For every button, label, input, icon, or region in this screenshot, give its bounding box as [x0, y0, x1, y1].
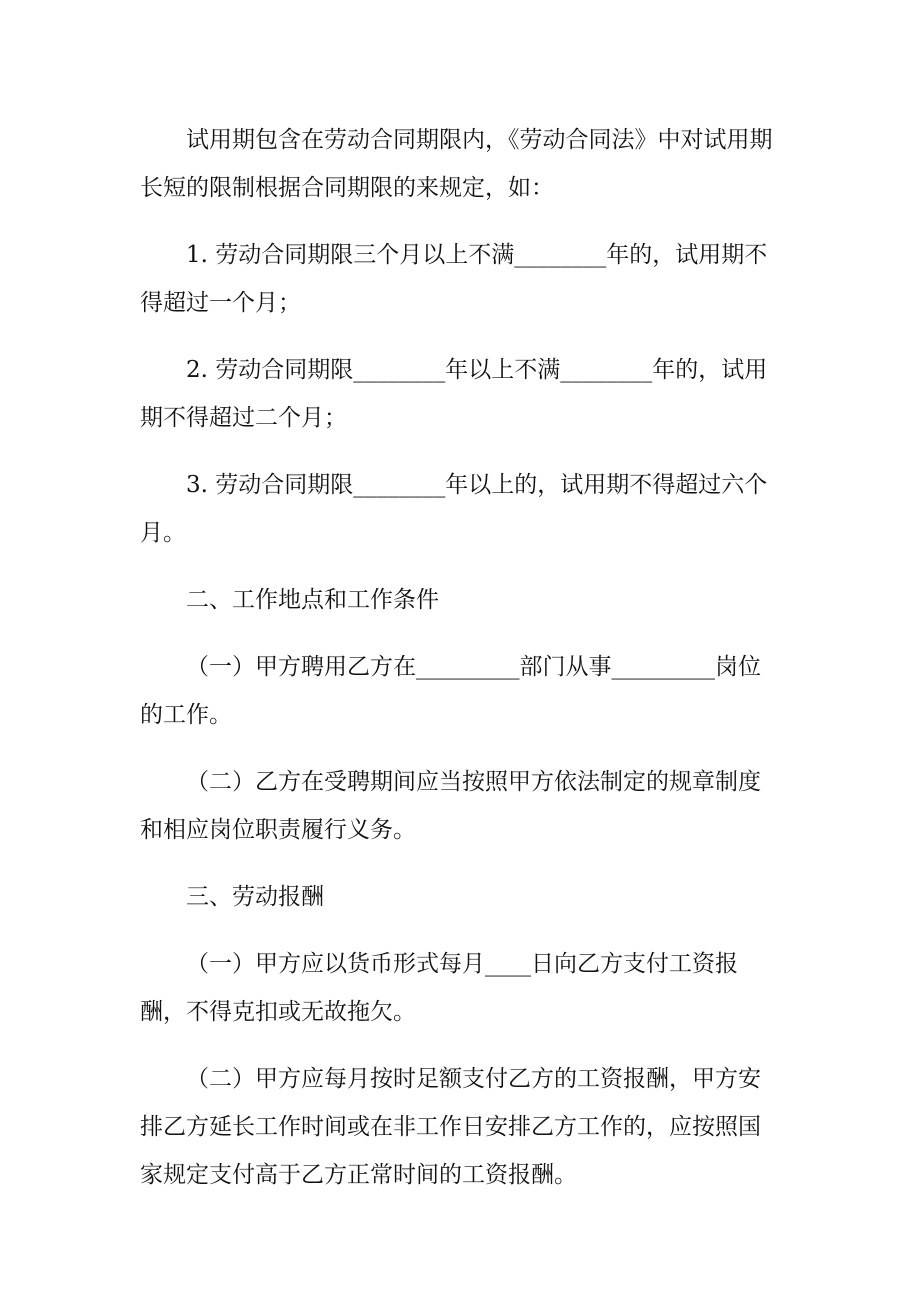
- document-body: [140, 116, 780, 1218]
- paragraph-clause-3: 3. 劳动合同期限________年以上的，试用期不得超过六个月。: [140, 472, 768, 546]
- paragraph-workplace-2: （二）乙方在受聘期间应当按照甲方依法制定的规章制度和相应岗位职责履行义务。: [140, 769, 761, 843]
- paragraph-remuneration-1: （一）甲方应以货币形式每月____日向乙方支付工资报酬，不得克扣或无故拖欠。: [140, 951, 738, 1025]
- paragraph-workplace-1: （一）甲方聘用乙方在_________部门从事_________岗位的工作。: [140, 654, 761, 728]
- paragraph-probation-intro: 试用期包含在劳动合同期限内，《劳动合同法》中对试用期长短的限制根据合同期限的来规定，如：: [140, 127, 773, 201]
- paragraph-remuneration-2: （二）甲方应每月按时足额支付乙方的工资报酬，甲方安排乙方延长工作时间或在非工作日安排乙方工作的，应按照国家规定支付高于乙方正常时间的工资报酬。: [140, 1066, 761, 1188]
- paragraph-clause-2: 2. 劳动合同期限________年以上不满________年的，试用期不得超过二个月；: [140, 357, 768, 431]
- section-heading-workplace: 二、工作地点和工作条件: [186, 587, 439, 613]
- paragraph-clause-1: 1. 劳动合同期限三个月以上不满________年的，试用期不得超过一个月；: [140, 242, 768, 316]
- section-heading-remuneration: 三、劳动报酬: [186, 884, 324, 910]
